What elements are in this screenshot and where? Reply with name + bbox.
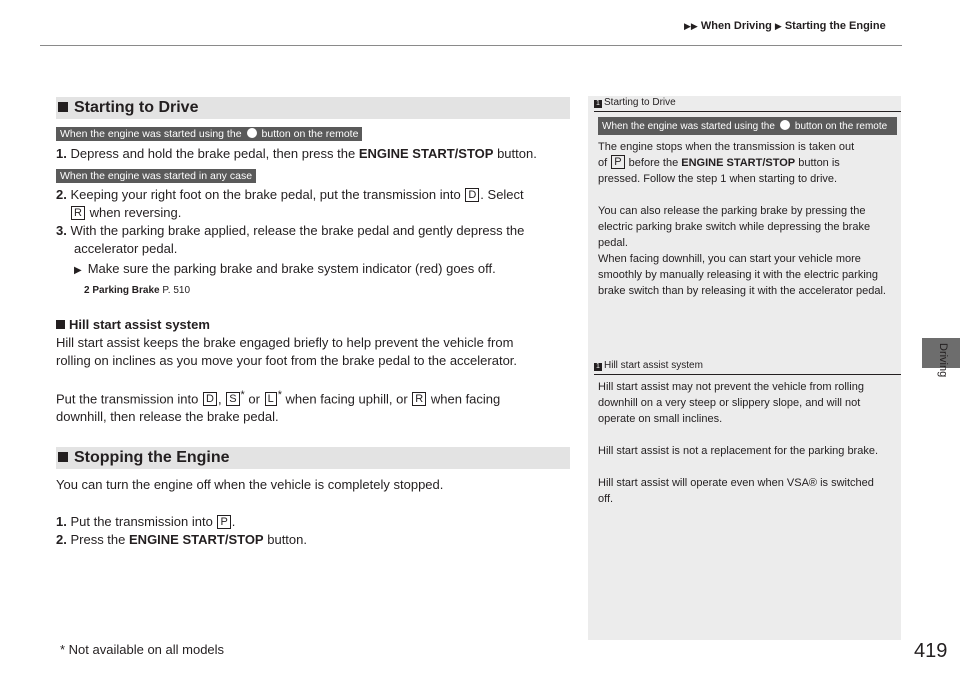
paragraph-text: when facing	[430, 391, 501, 407]
note-text: of	[598, 157, 608, 169]
reference-page: P. 510	[162, 285, 191, 296]
note-paragraph: You can also release the parking brake by pressing the electric parking brake switch while depressing the brake pedal.	[598, 205, 871, 249]
paragraph-text: when facing uphill, or	[285, 391, 408, 407]
button-name: ENGINE START/STOP	[129, 532, 264, 547]
paragraph-line: rolling on inclines as you move your foot from the brake pedal to the accelerator.	[56, 353, 518, 368]
footnote-marker: *	[277, 389, 282, 401]
gear-key-l: L	[265, 392, 277, 406]
note-text: button is	[798, 157, 840, 169]
header-divider	[40, 45, 902, 46]
step-text: Press the	[70, 532, 126, 547]
section-heading-starting-to-drive	[56, 97, 570, 119]
step-text: button.	[497, 146, 537, 161]
note-divider	[594, 374, 901, 375]
punctuation: ,	[217, 391, 222, 407]
step-text: accelerator pedal.	[74, 241, 178, 256]
gear-key-r: R	[71, 206, 85, 220]
step-number: 1.	[56, 146, 67, 161]
hill-start-assist-block	[56, 316, 576, 426]
note-title: Starting to Drive	[604, 97, 676, 108]
section-heading-stopping-engine	[56, 447, 570, 469]
step-text: Put the transmission into	[70, 514, 213, 529]
tag-text: button on the remote	[261, 128, 359, 140]
gear-key-p: P	[217, 515, 230, 529]
paragraph-text: or	[248, 391, 260, 407]
note-line: The engine stops when the transmission is taken out	[598, 141, 855, 153]
step-text: button.	[267, 532, 307, 547]
step-text: when reversing.	[89, 205, 182, 220]
step-text: . Select	[480, 187, 524, 202]
condition-tag-remote	[56, 127, 362, 141]
note-divider	[594, 111, 901, 112]
step-2	[56, 186, 576, 222]
sub-step-text: Make sure the parking brake and brake system indicator (red) goes off.	[87, 261, 496, 276]
footnote-marker: *	[240, 389, 245, 401]
note-line: pressed. Follow the step 1 when starting to drive.	[598, 173, 838, 185]
note-starting-to-drive	[594, 97, 901, 299]
gear-key-p: P	[611, 155, 624, 169]
tag-text: When the engine was started using the	[602, 121, 775, 132]
reference-icon: 2	[84, 285, 90, 296]
square-bullet-icon	[58, 452, 68, 462]
stopping-intro: You can turn the engine off when the vehicle is completely stopped.	[56, 477, 444, 492]
footnote: * Not available on all models	[60, 642, 225, 657]
note-condition-tag	[598, 117, 897, 135]
condition-tag-any-case	[56, 169, 256, 183]
step-1	[56, 145, 576, 163]
reference-label: Parking Brake	[92, 285, 160, 296]
note-body	[594, 139, 894, 299]
section-title: Stopping the Engine	[74, 449, 230, 466]
note-paragraph: Hill start assist is not a replacement for the parking brake.	[598, 445, 879, 457]
note-title: Hill start assist system	[604, 360, 703, 371]
tag-text: When the engine was started using the	[60, 128, 242, 140]
step-text: With the parking brake applied, release the brake pedal and gently depress the	[70, 223, 525, 238]
step-text: Depress and hold the brake pedal, then press the	[70, 146, 356, 161]
step-number: 3.	[56, 223, 67, 238]
breadcrumb-item-when-driving[interactable]: When Driving	[700, 20, 772, 32]
step-3	[56, 222, 576, 300]
note-paragraph: Hill start assist will operate even when VSA® is switched off.	[598, 477, 874, 505]
step-number: 1.	[56, 514, 67, 529]
note-marker-icon: 1	[594, 100, 602, 108]
step-number: 2.	[56, 187, 67, 202]
note-marker-icon: 1	[594, 363, 602, 371]
subsection-title: Hill start assist system	[69, 317, 210, 332]
remote-engine-start-icon	[779, 119, 791, 131]
arrow-icon: ▶	[74, 265, 82, 276]
note-body	[594, 379, 892, 507]
step-number: 2.	[56, 532, 67, 547]
note-paragraph: Hill start assist may not prevent the vehicle from rolling downhill on a very steep or slippery slope, and will not operate on small inclines.	[598, 381, 864, 425]
stopping-steps	[56, 513, 576, 549]
breadcrumb	[684, 20, 886, 32]
cross-reference-parking-brake[interactable]	[56, 282, 576, 300]
gear-key-d: D	[465, 188, 479, 202]
gear-key-d: D	[203, 392, 217, 406]
step-text: Keeping your right foot on the brake pedal, put the transmission into	[70, 187, 461, 202]
chapter-tab-label: Driving	[937, 343, 949, 378]
punctuation: .	[231, 514, 236, 529]
page-number: 419	[914, 640, 948, 662]
square-bullet-icon	[56, 320, 65, 329]
tag-text: When the engine was started in any case	[60, 170, 253, 182]
breadcrumb-arrow-icon: ▶▶	[684, 21, 698, 31]
breadcrumb-arrow-icon: ▶	[774, 21, 782, 31]
gear-key-s: S	[226, 392, 239, 406]
square-bullet-icon	[58, 102, 68, 112]
note-text: before the	[628, 157, 679, 169]
button-name: ENGINE START/STOP	[681, 157, 796, 169]
button-name: ENGINE START/STOP	[358, 146, 494, 161]
remote-engine-start-icon	[246, 127, 258, 139]
breadcrumb-item-starting-engine: Starting the Engine	[784, 20, 886, 32]
note-hill-start-assist	[594, 360, 901, 507]
tag-text: button on the remote	[794, 121, 888, 132]
paragraph-text: Put the transmission into	[56, 391, 199, 407]
paragraph-line: downhill, then release the brake pedal.	[56, 409, 279, 425]
section-title: Starting to Drive	[74, 99, 199, 116]
paragraph-line: Hill start assist keeps the brake engaged briefly to help prevent the vehicle from	[56, 335, 514, 350]
note-paragraph: When facing downhill, you can start your vehicle more smoothly by manually releasing it with the electric parking brake switch than by releasing it with the accelerator pedal.	[598, 253, 886, 297]
gear-key-r: R	[412, 392, 426, 406]
